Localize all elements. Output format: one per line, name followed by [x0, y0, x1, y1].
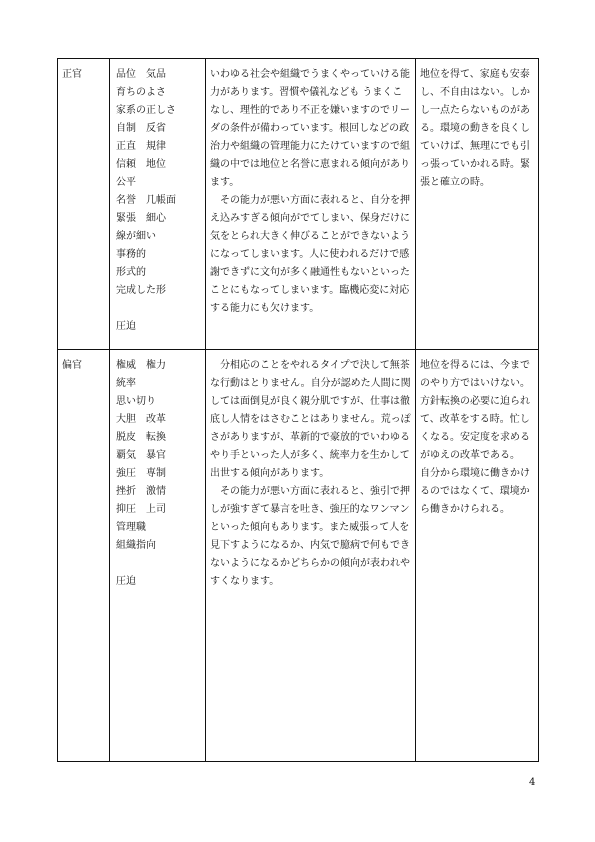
content-table — [57, 58, 539, 762]
keyword: 強圧 専制 — [116, 468, 166, 479]
keyword: 圧迫 — [116, 321, 136, 332]
table-row — [58, 59, 539, 350]
keyword: 育ちのよさ — [116, 87, 166, 98]
keyword: 権威 権力 — [116, 360, 166, 371]
description-paragraph: いわゆる社会や組織でうまくやっていける能力があります。習慣や儀礼なども うまくこなし、理性的であり不正を嫌いますのでリーダの条件が備わっています。根回しなどの政治力や組織の管理能力にたけていますので組織の中では地位と名誉に恵まれる傾向があります。 — [210, 69, 410, 188]
keyword: 自制 反省 — [116, 123, 166, 134]
keyword: 線が細い — [116, 231, 156, 242]
keyword-list — [110, 350, 206, 762]
keyword: 信頼 地位 — [116, 159, 166, 170]
description-paragraph: 分相応のことをやれるタイプで決して無茶な行動はとりません。自分が認めた人間に関しては面倒見が良く親分肌ですが、仕事は徹底し人情をはさむことはありません。荒っぽさがありますが、革新的で豪放的でいわゆるやり手といった人が多く、統率力を生かして出世する傾向があります。 — [210, 360, 411, 479]
keyword: 公平 — [116, 177, 136, 188]
keyword: 管理職 — [116, 522, 146, 533]
keyword: 完成した形 — [116, 285, 166, 296]
keyword: 正直 規律 — [116, 141, 166, 152]
page-number: 4 — [529, 777, 536, 788]
description — [206, 350, 416, 762]
keyword-list — [110, 59, 206, 350]
keyword: 抑圧 上司 — [116, 504, 166, 515]
keyword: 名誉 几帳面 — [116, 195, 176, 206]
spacer — [114, 555, 201, 573]
keyword: 圧迫 — [116, 576, 136, 587]
keyword: 挫折 激情 — [116, 486, 166, 497]
row-label: 偏官 — [58, 350, 110, 762]
row-label: 正官 — [58, 59, 110, 350]
description-paragraph: その能力が悪い方面に表れると、強引で押しが強すぎて暴言を吐き、強圧的なワンマンといった傾向もあります。また威張って人を見下すようになるか、内気で臆病で何もできないようになるかどちらかの傾向が表われやすくなります。 — [210, 486, 410, 587]
table-row — [58, 350, 539, 762]
description — [206, 59, 416, 350]
note-paragraph: 地位を得るには、今までのやり方ではいけない。方針転換の必要に迫られて、改革をする時。忙しくなる。安定度を求めるがゆえの改革である。 — [420, 360, 530, 461]
keyword: 緊張 細心 — [116, 213, 166, 224]
keyword: 事務的 — [116, 249, 146, 260]
note: 地位を得て、家庭も安泰し、不自由はない。しかし一点たらないものがある。環境の動きを良くしていけば、無理にでも引っ張っていかれる時。緊張と確立の時。 — [416, 59, 539, 350]
keyword: 大胆 改革 — [116, 414, 166, 425]
keyword: 組織指向 — [116, 540, 156, 551]
keyword: 脱皮 転換 — [116, 432, 166, 443]
keyword: 統率 — [116, 378, 136, 389]
keyword: 思い切り — [116, 396, 156, 407]
keyword: 形式的 — [116, 267, 146, 278]
keyword: 品位 気品 — [116, 69, 166, 80]
note-paragraph: 自分から環境に働きかけるのではなくて、環境から働きかけられる。 — [420, 468, 530, 515]
keyword: 覇気 暴官 — [116, 450, 166, 461]
note — [416, 350, 539, 762]
spacer — [114, 300, 201, 318]
description-paragraph: その能力が悪い方面に表れると、自分を押え込みすぎる傾向がでてしまい、保身だけに気をとられ大きく伸びることができないようになってしまいます。人に使われるだけで感謝できずに文句が多く融通性もないといったことにもなってしまいます。臨機応変に対応する能力にも欠けます。 — [210, 195, 410, 314]
keyword: 家系の正しさ — [116, 105, 176, 116]
